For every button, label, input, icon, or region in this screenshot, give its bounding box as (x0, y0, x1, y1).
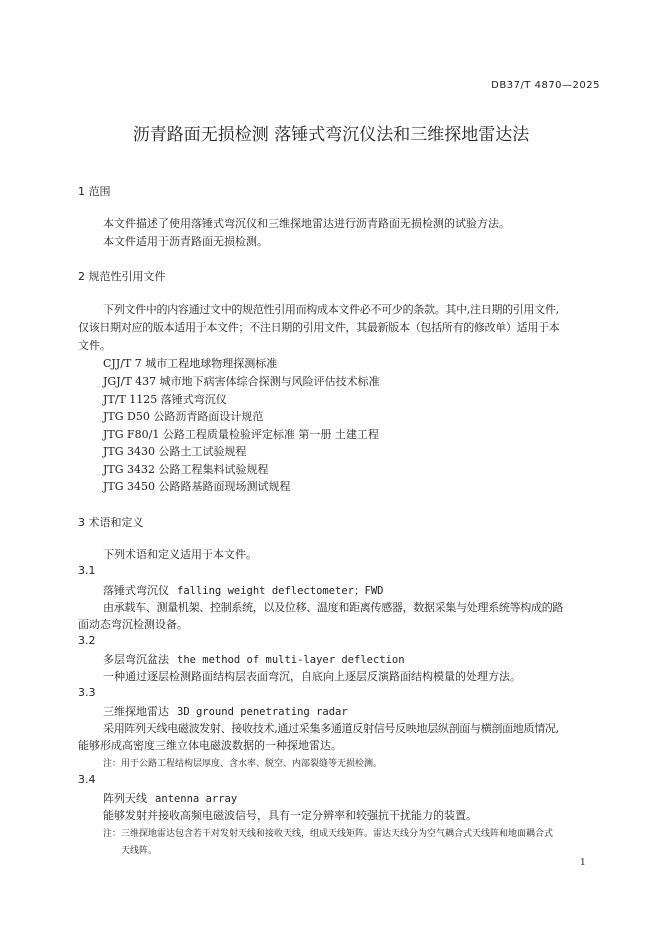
reference-item: JTG 3450 公路路基路面现场测试规程 (103, 480, 291, 493)
term-number: 3.2 (78, 634, 96, 647)
reference-item: JT/T 1125 落锤式弯沉仪 (103, 393, 227, 406)
term-zh: 三维探地雷达 (103, 705, 169, 718)
term-note-line-2: 天线阵。 (121, 846, 158, 856)
term-definition-line-2: 面动态弯沉检测设备。 (78, 618, 188, 631)
term-zh: 落锤式弯沉仪 (103, 584, 169, 597)
section-2-heading: 2 规范性引用文件 (78, 270, 166, 283)
term-en: falling weight deflectometer；FWD (177, 585, 384, 597)
term-definition-line-1: 能够发射并接收高频电磁波信号，具有一定分辨率和较强抗干扰能力的装置。 (103, 809, 477, 822)
section-2-intro-line-3: 文件。 (78, 339, 111, 352)
page-number: 1 (580, 858, 586, 868)
section-1-heading: 1 范围 (78, 185, 111, 198)
term-zh: 多层弯沉盆法 (103, 653, 169, 666)
term-title (103, 790, 237, 806)
term-definition-line-1: 采用阵列天线电磁波发射、接收技术,通过采集多通道反射信号反映地层纵剖面与横剖面地质情况, (103, 722, 559, 735)
term-note-line-1: 注：三维探地雷达包含若干对发射天线和接收天线，组成天线矩阵。雷达天线分为空气耦合式天线阵和地面耦合式 (103, 829, 554, 839)
page-title: 沥青路面无损检测 落锤式弯沉仪法和三维探地雷达法 (132, 125, 530, 145)
term-definition-line-2: 能够形成高密度三维立体电磁波数据的一种探地雷达。 (78, 739, 342, 752)
term-en: antenna array (155, 793, 238, 805)
term-en: the method of multi-layer deflection (177, 654, 405, 666)
term-title (103, 651, 405, 667)
document-code: DB37/T 4870—2025 (491, 80, 600, 91)
reference-item: JTG 3430 公路土工试验规程 (103, 445, 247, 458)
reference-item: JTG F80/1 公路工程质量检验评定标准 第一册 土建工程 (103, 428, 379, 441)
term-number: 3.1 (78, 564, 96, 577)
term-number: 3.4 (78, 773, 96, 786)
term-title (103, 582, 383, 598)
section-3-intro: 下列术语和定义适用于本文件。 (103, 548, 257, 561)
term-zh: 阵列天线 (103, 792, 147, 805)
term-title (103, 703, 348, 719)
section-2-intro-line-2: 仅该日期对应的版本适用于本文件；不注日期的引用文件，其最新版本（包括所有的修改单）适用于本 (78, 321, 560, 334)
reference-item: CJJ/T 7 城市工程地球物理探测标准 (103, 357, 278, 370)
term-definition-line-1: 一种通过逐层检测路面结构层表面弯沉，自底向上逐层反演路面结构模量的处理方法。 (103, 670, 521, 683)
term-number: 3.3 (78, 686, 96, 699)
term-note: 注：用于公路工程结构层厚度、含水率、脱空、内部裂缝等无损检测。 (103, 759, 383, 769)
section-2-intro-line-1: 下列文件中的内容通过文中的规范性引用而构成本文件必不可少的条款。其中,注日期的引用文件, (103, 303, 559, 316)
section-1-paragraph-1: 本文件描述了使用落锤式弯沉仪和三维探地雷达进行沥青路面无损检测的试验方法。 (103, 217, 510, 230)
section-3-heading: 3 术语和定义 (78, 516, 144, 529)
term-en: 3D ground penetrating radar (177, 706, 348, 718)
reference-item: JTG D50 公路沥青路面设计规范 (103, 410, 264, 423)
section-1-paragraph-2: 本文件适用于沥青路面无损检测。 (103, 235, 268, 248)
reference-item: JTG 3432 公路工程集料试验规程 (103, 463, 269, 476)
term-definition-line-1: 由承载车、测量机架、控制系统，以及位移、温度和距离传感器，数据采集与处理系统等构成的路 (103, 601, 564, 614)
reference-item: JGJ/T 437 城市地下病害体综合探测与风险评估技术标准 (103, 375, 380, 388)
